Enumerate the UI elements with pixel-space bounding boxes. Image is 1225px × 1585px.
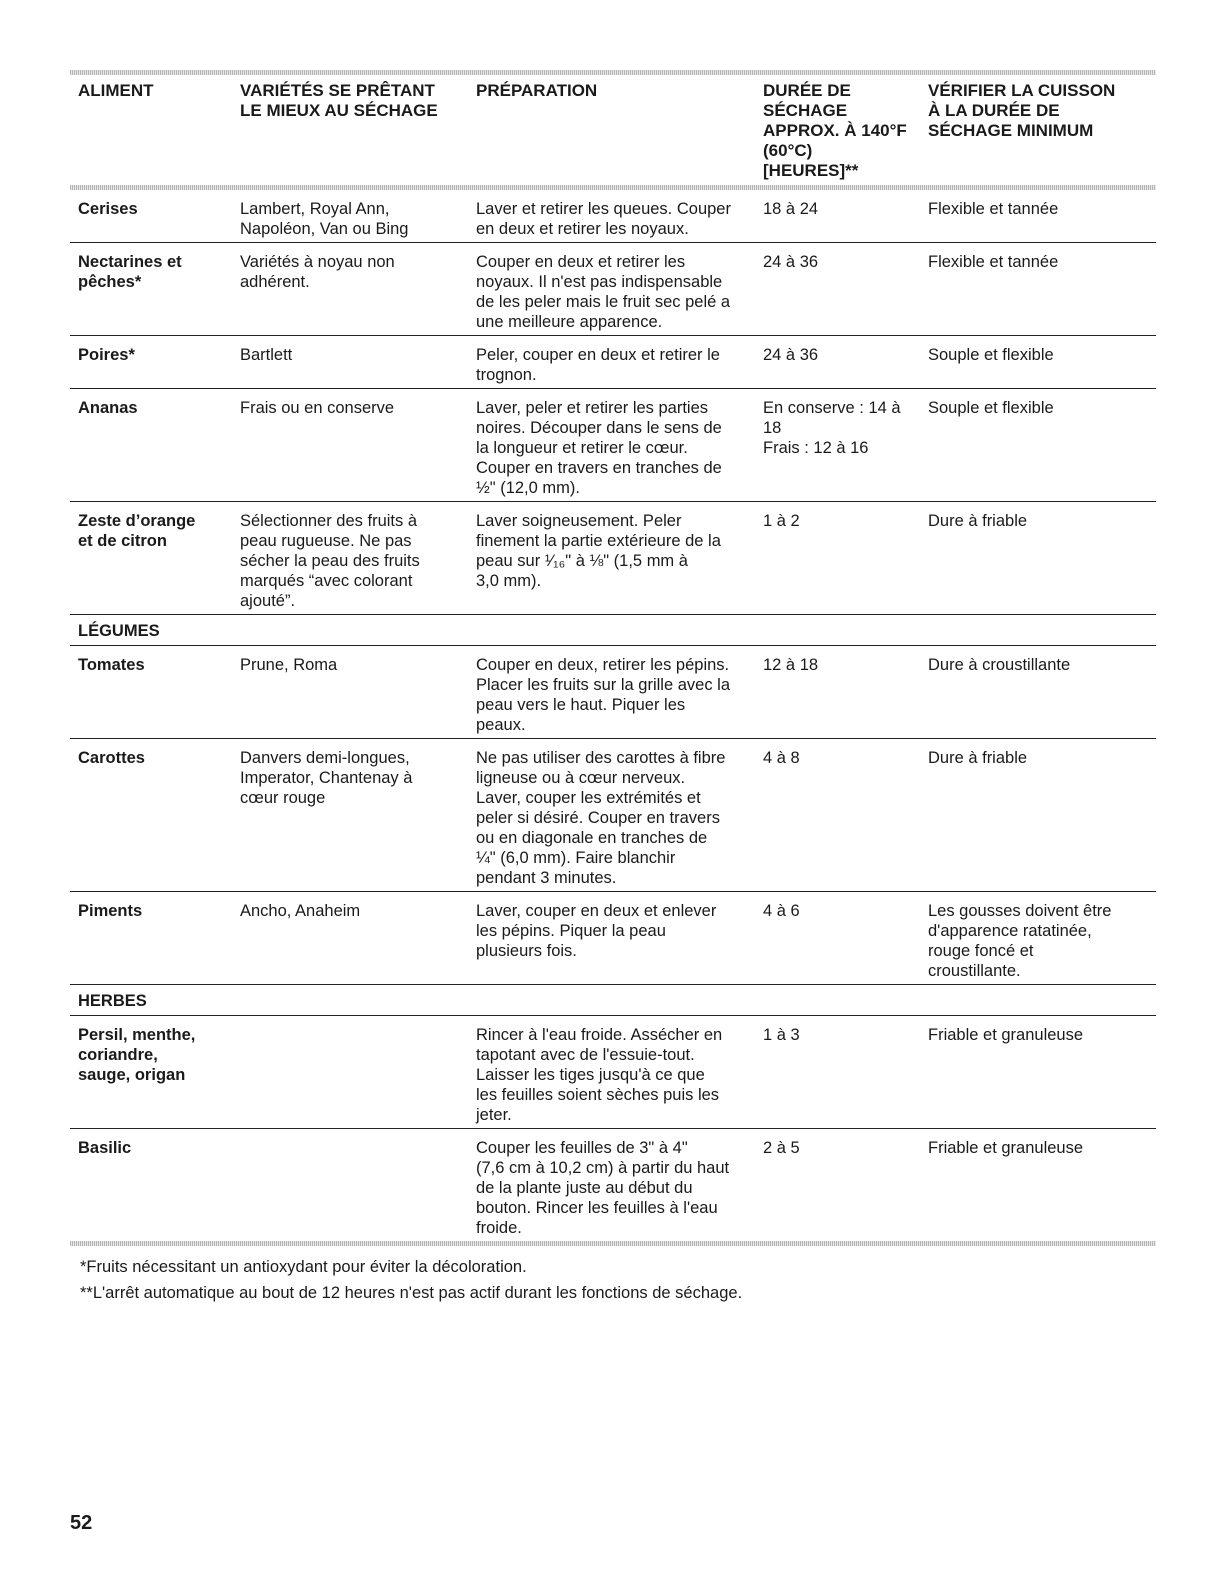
- table-row: [70, 1129, 1156, 1242]
- table-bottom-rule: [70, 1241, 1156, 1246]
- varieties-cell: Sélectionner des fruits à peau rugueuse. Ne pas sécher la peau des fruits marqués “avec colorant ajouté”.: [232, 502, 468, 615]
- doneness-cell: Dure à friable: [920, 502, 1156, 615]
- drying-time-cell: 2 à 5: [755, 1129, 920, 1242]
- preparation-cell: Ne pas utiliser des carottes à fibre ligneuse ou à cœur nerveux. Laver, couper les extrémités et peler si désiré. Couper en travers ou en diagonale en tranches de ¼" (6,0 mm). Faire blanchir pendant 3 minutes.: [468, 739, 755, 892]
- table-row: [70, 739, 1156, 892]
- food-cell: Zeste d’orange et de citron: [70, 502, 232, 615]
- drying-table: [70, 75, 1156, 1241]
- section-row: [70, 985, 1156, 1016]
- doneness-cell: Friable et granuleuse: [920, 1129, 1156, 1242]
- doneness-cell: Friable et granuleuse: [920, 1016, 1156, 1129]
- food-cell: Nectarines et pêches*: [70, 243, 232, 336]
- doneness-cell: Les gousses doivent être d'apparence ratatinée, rouge foncé et croustillante.: [920, 892, 1156, 985]
- preparation-cell: Laver, peler et retirer les parties noires. Découper dans le sens de la longueur et retirer le cœur. Couper en travers en tranches de ½" (12,0 mm).: [468, 389, 755, 502]
- table-row: [70, 243, 1156, 336]
- doneness-cell: Dure à croustillante: [920, 646, 1156, 739]
- food-cell: Poires*: [70, 336, 232, 389]
- doneness-cell: Souple et flexible: [920, 336, 1156, 389]
- footnotes: [70, 1254, 1156, 1306]
- food-cell: Basilic: [70, 1129, 232, 1242]
- footnote-auto-shutoff: **L'arrêt automatique au bout de 12 heures n'est pas actif durant les fonctions de séchage.: [80, 1284, 743, 1302]
- header-aliment: ALIMENT: [78, 81, 154, 100]
- doneness-cell: Dure à friable: [920, 739, 1156, 892]
- preparation-cell: Laver soigneusement. Peler finement la partie extérieure de la peau sur ¹⁄₁₆" à ⅛" (1,5 mm à 3,0 mm).: [468, 502, 755, 615]
- drying-time-cell: 1 à 3: [755, 1016, 920, 1129]
- varieties-cell: Bartlett: [232, 336, 468, 389]
- section-title: HERBES: [70, 985, 1156, 1016]
- preparation-cell: Laver, couper en deux et enlever les pépins. Piquer la peau plusieurs fois.: [468, 892, 755, 985]
- drying-time-cell: 4 à 8: [755, 739, 920, 892]
- header-verifier: VÉRIFIER LA CUISSON À LA DURÉE DE SÉCHAGE MINIMUM: [928, 81, 1116, 140]
- drying-time-cell: 12 à 18: [755, 646, 920, 739]
- preparation-cell: Couper en deux, retirer les pépins. Placer les fruits sur la grille avec la peau vers le haut. Piquer les peaux.: [468, 646, 755, 739]
- preparation-cell: Couper les feuilles de 3" à 4" (7,6 cm à 10,2 cm) à partir du haut de la plante juste au début du bouton. Rincer les feuilles à l'eau froide.: [468, 1129, 755, 1242]
- varieties-cell: [232, 1129, 468, 1242]
- header-varietes: VARIÉTÉS SE PRÊTANT LE MIEUX AU SÉCHAGE: [240, 81, 438, 120]
- drying-time-cell: 18 à 24: [763, 200, 819, 218]
- varieties-cell: Ancho, Anaheim: [232, 892, 468, 985]
- drying-time-cell: 24 à 36: [755, 243, 920, 336]
- preparation-cell: Couper en deux et retirer les noyaux. Il n'est pas indispensable de les peler mais le fruit sec pelé a une meilleure apparence.: [468, 243, 755, 336]
- table-row: [70, 336, 1156, 389]
- doneness-cell: Flexible et tannée: [928, 200, 1059, 218]
- table-row: [70, 1016, 1156, 1129]
- table-row: [70, 389, 1156, 502]
- preparation-cell: Laver et retirer les queues. Couper en deux et retirer les noyaux.: [476, 200, 731, 238]
- page-number: 52: [70, 1512, 93, 1534]
- doneness-cell: Flexible et tannée: [920, 243, 1156, 336]
- table-body: [70, 190, 1156, 1241]
- food-cell: Tomates: [70, 646, 232, 739]
- drying-time-cell: En conserve : 14 à 18 Frais : 12 à 16: [755, 389, 920, 502]
- food-cell: Carottes: [70, 739, 232, 892]
- varieties-cell: Variétés à noyau non adhérent.: [232, 243, 468, 336]
- table-row: [70, 646, 1156, 739]
- food-cell: Ananas: [70, 389, 232, 502]
- varieties-cell: [232, 1016, 468, 1129]
- varieties-cell: Danvers demi-longues, Imperator, Chantenay à cœur rouge: [232, 739, 468, 892]
- section-title: LÉGUMES: [70, 615, 1156, 646]
- doneness-cell: Souple et flexible: [920, 389, 1156, 502]
- preparation-cell: Peler, couper en deux et retirer le trognon.: [468, 336, 755, 389]
- header-preparation: PRÉPARATION: [476, 81, 598, 100]
- document-page: [70, 70, 1156, 1306]
- varieties-cell: Lambert, Royal Ann, Napoléon, Van ou Bing: [240, 200, 409, 238]
- varieties-cell: Prune, Roma: [232, 646, 468, 739]
- food-cell: Piments: [70, 892, 232, 985]
- varieties-cell: Frais ou en conserve: [232, 389, 468, 502]
- drying-time-cell: 4 à 6: [755, 892, 920, 985]
- table-row: [70, 892, 1156, 985]
- section-row: [70, 615, 1156, 646]
- table-header-row: [70, 75, 1156, 185]
- food-cell: Persil, menthe, coriandre, sauge, origan: [70, 1016, 232, 1129]
- food-cell: Cerises: [78, 200, 138, 218]
- header-duree: DURÉE DE SÉCHAGE APPROX. À 140°F (60°C) [HEURES]**: [763, 81, 907, 180]
- table-row: [70, 190, 1156, 243]
- preparation-cell: Rincer à l'eau froide. Assécher en tapotant avec de l'essuie-tout. Laisser les tiges jusqu'à ce que les feuilles soient sèches puis les jeter.: [468, 1016, 755, 1129]
- drying-time-cell: 24 à 36: [755, 336, 920, 389]
- table-row: [70, 502, 1156, 615]
- drying-time-cell: 1 à 2: [755, 502, 920, 615]
- footnote-antioxidant: *Fruits nécessitant un antioxydant pour éviter la décoloration.: [80, 1258, 527, 1276]
